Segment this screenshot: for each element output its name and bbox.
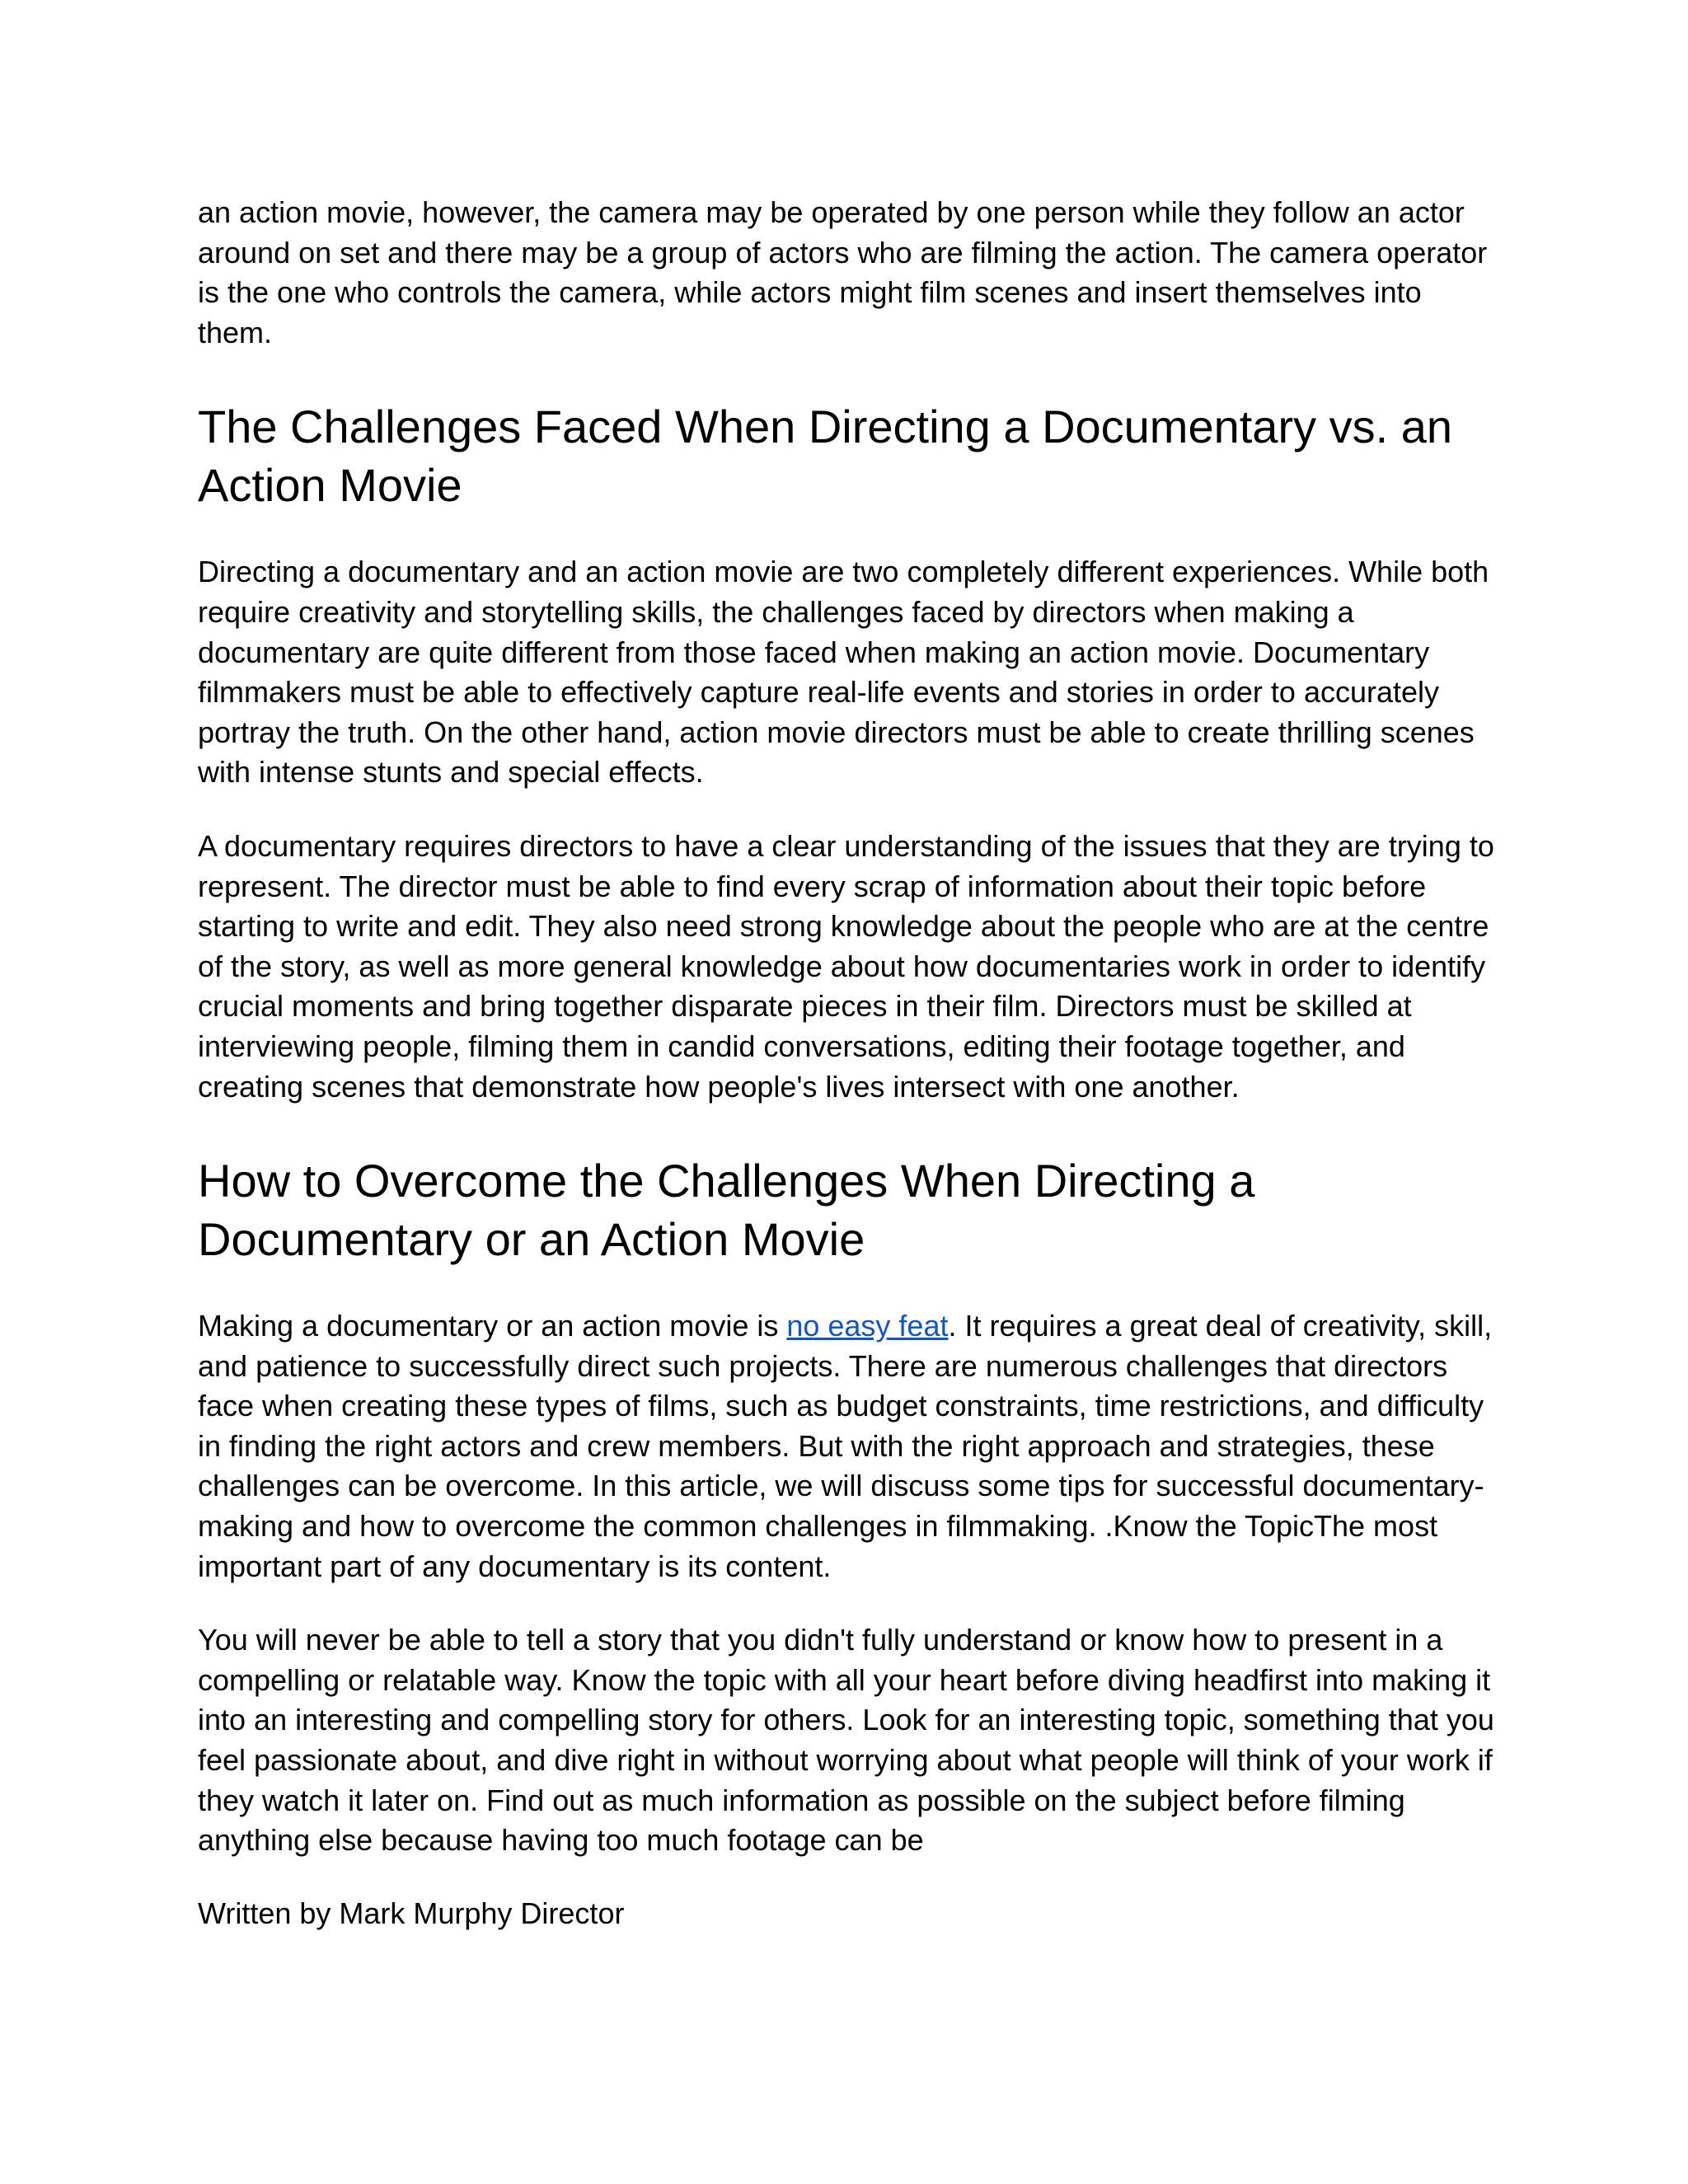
section-heading-challenges: The Challenges Faced When Directing a Documentary vs. an Action Movie [198,401,1453,512]
paragraph-documentary-requirements: A documentary requires directors to have a clear understanding of the issues that they are trying to represent. The director must be able to find every scrap of information about their topic before starting to write and edit. They also need strong knowledge about the people who are at the centre of the story, as well as more general knowledge about how documentaries work in order to identify crucial moments and bring together disparate pieces in their film. Directors must be skilled at interviewing people, filming them in candid conversations, editing their footage together, and creating scenes that demonstrate how people's lives intersect with one another. [198,828,1494,1104]
intro-paragraph: an action movie, however, the camera may be operated by one person while they follow an actor around on set and there may be a group of actors who are filming the action. The camera operator is the one who controls the camera, while actors might film scenes and insert themselves into them. [198,195,1488,349]
section-heading-overcome: How to Overcome the Challenges When Directing a Documentary or an Action Movie [198,1155,1255,1266]
paragraph-directing-comparison: Directing a documentary and an action movie are two completely different experiences. While both require creativity and storytelling skills, the challenges faced by directors when making a documentary are quite different from those faced when making an action movie. Documentary filmmakers must be able to effectively capture real-life events and stories in order to accurately portray the truth. On the other hand, action movie directors must be able to create thrilling scenes with intense stunts and special effects. [198,555,1489,790]
byline: Written by Mark Murphy Director [198,1896,625,1930]
paragraph-know-topic: You will never be able to tell a story that you didn't fully understand or know how to present in a compelling or relatable way. Know the topic with all your heart before diving headfirst into making it into an interesting and compelling story for others. Look for an interesting topic, something that you feel passionate about, and dive right in without worrying about what people will think of your work if they watch it later on. Find out as much information as possible on the subject before filming anything else because having too much footage can be [198,1623,1494,1858]
paragraph-text-after-link: . It requires a great deal of creativity, skill, and patience to successfully direct such projects. There are numerous challenges that directors face when creating these types of films, such as budget constraints, time restrictions, and difficulty in finding the right actors and crew members. But with the right approach and strategies, these challenges can be overcome. In this article, we will discuss some tips for successful documentary-making and how to overcome the common challenges in filmmaking. .Know the TopicThe most important part of any documentary is its content. [198,1309,1493,1583]
document-page [198,193,1500,1933]
paragraph-text-before-link: Making a documentary or an action movie is [198,1309,787,1343]
paragraph-making-documentary [198,1306,1500,1586]
no-easy-feat-link[interactable]: no easy feat [786,1309,949,1343]
